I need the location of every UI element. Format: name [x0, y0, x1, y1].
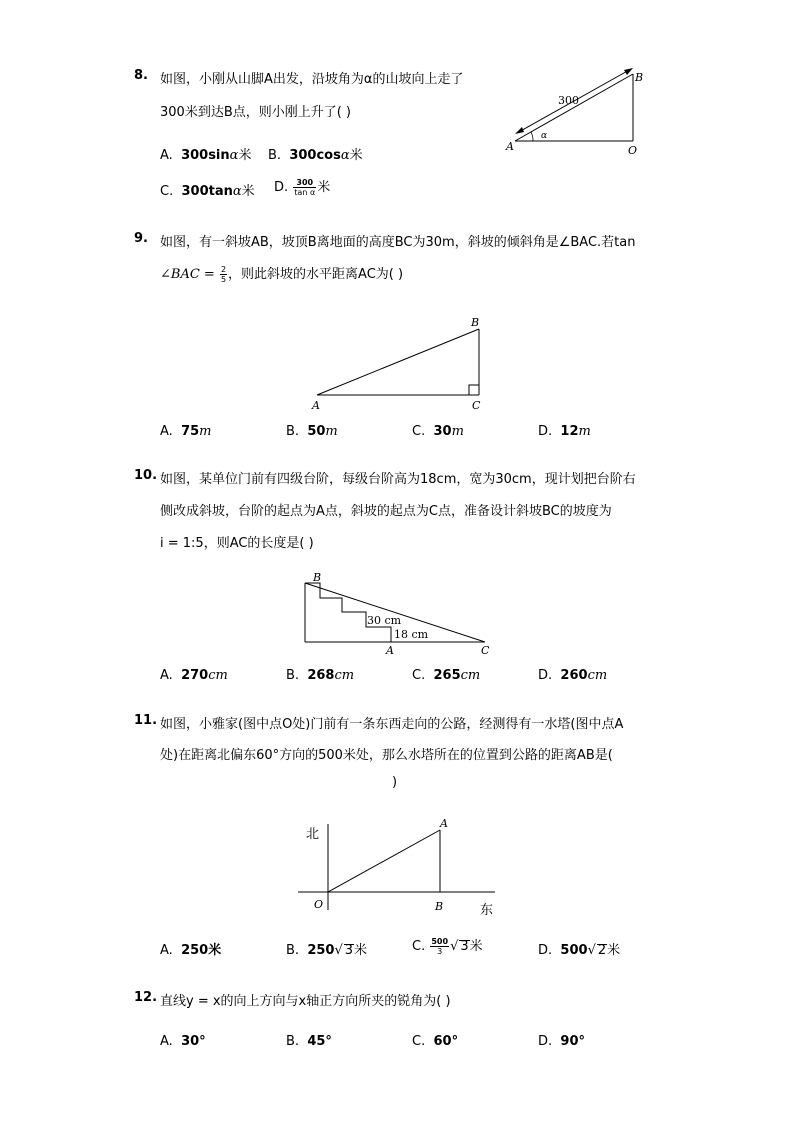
q11-line-oa [328, 830, 440, 892]
q11-option-d[interactable]: D. 500√ 2米 [538, 943, 621, 958]
q10-option-d[interactable]: D. 260cm [538, 668, 608, 683]
q11-option-b[interactable]: B. 250√ 3米 [286, 943, 368, 958]
q10-label-a: A [386, 644, 394, 657]
q10-label-c: C [481, 644, 490, 657]
q9-option-d[interactable]: D. 12m [538, 424, 591, 439]
q10-figure [300, 570, 500, 660]
q8-label-o: O [628, 144, 638, 157]
q9-text-line1: 如图，有一斜坡AB，坡顶B离地面的高度BC为30m，斜坡的倾斜角是∠BAC.若tan [160, 235, 636, 250]
q9-label-a: A [312, 399, 320, 412]
q9-option-a[interactable]: A. 75m [160, 424, 212, 439]
q10-text-line1: 如图，某单位门前有四级台阶，每级台阶高为18cm，宽为30cm，现计划把台阶右 [160, 472, 636, 487]
q8-label-length: 300 [558, 94, 579, 107]
q11-text-line2: 处)在距离北偏东60°方向的500米处，那么水塔所在的位置到公路的距离AB是( [160, 748, 613, 763]
q8-text-line2: 300米到达B点，则小刚上升了( ) [160, 105, 352, 120]
q10-label-height: 18 cm [394, 628, 429, 641]
q12-option-d[interactable]: D. 90° [538, 1034, 586, 1049]
q10-option-b[interactable]: B. 268cm [286, 668, 355, 683]
q8-label-a: A [506, 140, 514, 153]
q8-label-b: B [635, 71, 644, 84]
q11-option-c[interactable]: C. $\frac{500}{3}$ √ 3米 [412, 937, 483, 956]
q8-text-line1: 如图，小刚从山脚A出发，沿坡角为α的山坡向上走了 [160, 72, 464, 87]
q12-text-line1: 直线y = x的向上方向与x轴正方向所夹的锐角为( ) [160, 994, 451, 1009]
q12-option-a[interactable]: A. 30° [160, 1034, 206, 1049]
q9-text-line2: ∠BAC = $\frac{2}{5}$ ，则此斜坡的水平距离AC为( ) [160, 265, 404, 284]
q9-label-b: B [471, 316, 480, 329]
q9-option-b[interactable]: B. 50m [286, 424, 338, 439]
q9-label-c: C [472, 399, 481, 412]
q8-label-angle: α [541, 131, 548, 141]
q10-text-line2: 侧改成斜坡，台阶的起点为A点，斜坡的起点为C点，准备设计斜坡BC的坡度为 [160, 504, 612, 519]
q8-figure [500, 62, 660, 162]
q8-option-d-fraction: $\frac{300}{\text{tan α}}$ [294, 178, 316, 197]
q8-option-d[interactable]: D. $\frac{300}{\text{tan α}}$ 米 [274, 178, 331, 197]
q8-arrowhead-end [624, 68, 633, 75]
q9-number: 9. [134, 231, 148, 246]
q12-option-b[interactable]: B. 45° [286, 1034, 332, 1049]
q8-slope-ab [515, 74, 633, 141]
q12-number: 12. [134, 990, 158, 1005]
q9-slope-ab [317, 329, 479, 395]
q10-option-a[interactable]: A. 270cm [160, 668, 228, 683]
q10-option-c[interactable]: C. 265cm [412, 668, 481, 683]
q11-figure [290, 810, 510, 920]
q11-option-a[interactable]: A. 250米 [160, 943, 222, 958]
q9-right-angle-mark [469, 385, 479, 395]
q8-arrowhead-start [515, 127, 524, 134]
q8-option-a[interactable]: A. 300sinα米 [160, 148, 252, 163]
q11-label-a: A [440, 817, 448, 830]
q10-label-width: 30 cm [367, 614, 402, 627]
q10-number: 10. [134, 468, 158, 483]
q11-label-east: 东 [480, 903, 494, 918]
q11-label-b: B [435, 900, 444, 913]
q11-label-north: 北 [306, 827, 320, 842]
q11-option-c-fraction: $\frac{500}{3}$ [431, 937, 449, 956]
q8-angle-arc [531, 132, 533, 141]
q12-option-c[interactable]: C. 60° [412, 1034, 459, 1049]
q11-text-line1: 如图，小雅家(图中点O处)门前有一条东西走向的公路，经测得有一水塔(图中点A [160, 717, 624, 732]
q8-option-b[interactable]: B. 300cosα米 [268, 148, 363, 163]
q9-figure [305, 312, 495, 422]
q11-label-o: O [314, 898, 324, 911]
q8-option-c[interactable]: C. 300tanα米 [160, 184, 255, 199]
q9-option-c[interactable]: C. 30m [412, 424, 464, 439]
q9-fraction: $\frac{2}{5}$ [220, 265, 227, 284]
q11-number: 11. [134, 713, 158, 728]
q10-label-b: B [313, 571, 322, 584]
q8-number: 8. [134, 68, 148, 83]
q10-text-line3: i = 1:5，则AC的长度是( ) [160, 536, 314, 551]
q10-steps [305, 583, 391, 642]
q11-text-line3: ) [392, 775, 398, 790]
